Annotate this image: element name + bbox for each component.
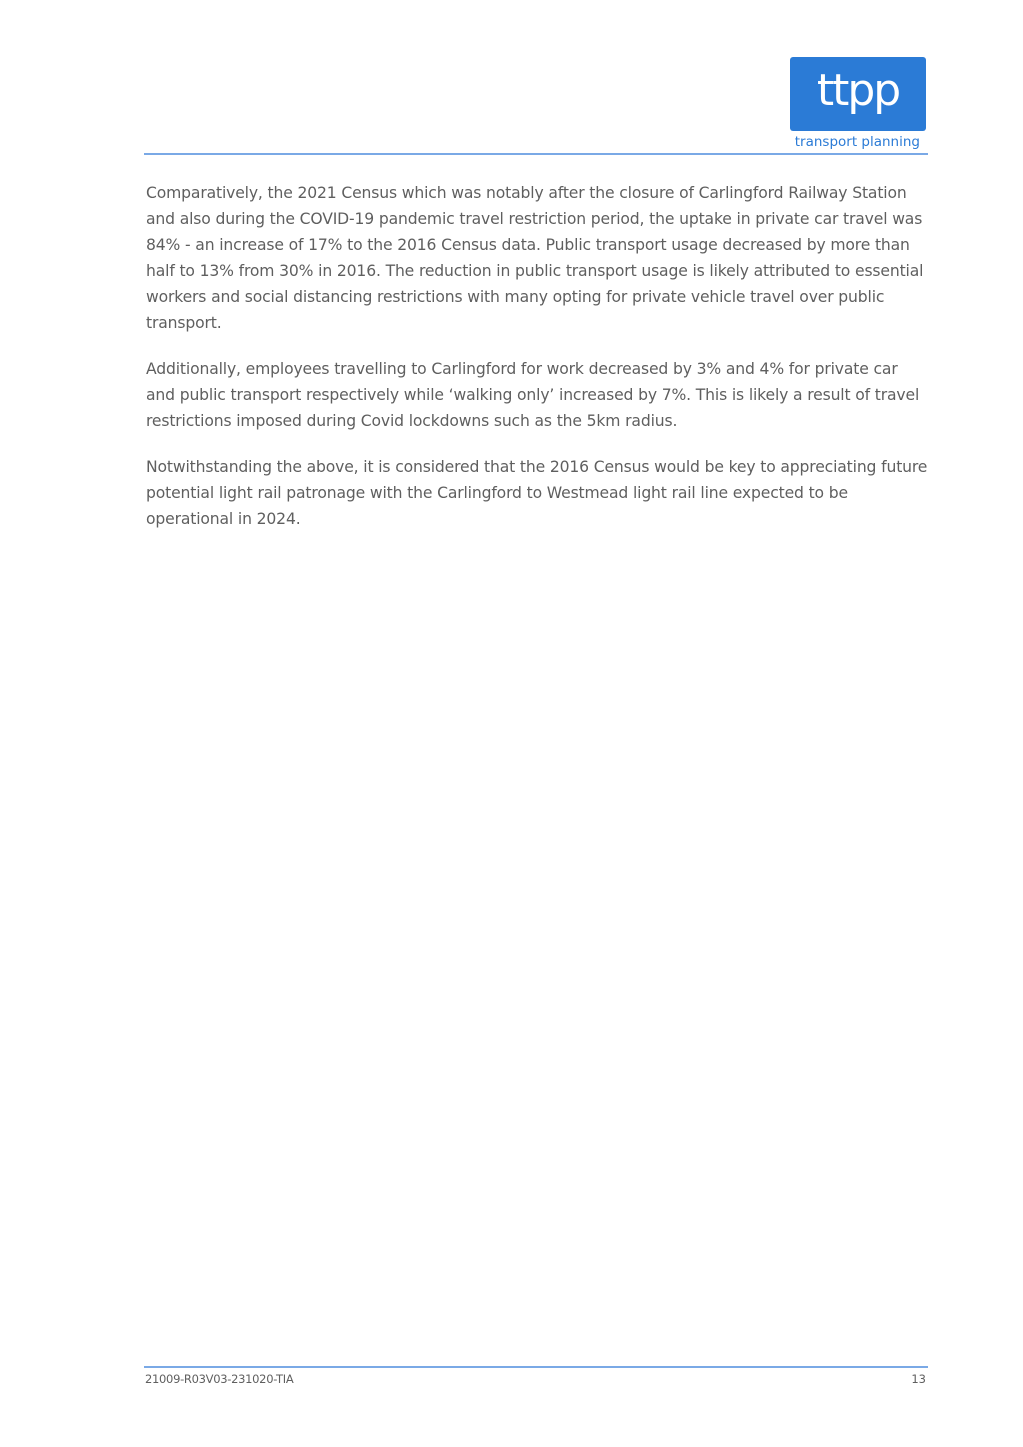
page-number: 13 [911, 1372, 926, 1386]
footer-divider [144, 1366, 928, 1368]
header-divider [144, 153, 928, 155]
document-reference: 21009-R03V03-231020-TIA [145, 1372, 294, 1386]
logo-wordmark: ttpp [816, 65, 900, 116]
page-body [146, 180, 930, 552]
body-paragraph: Comparatively, the 2021 Census which was notably after the closure of Carlingford Railway Station and also during the COVID-19 pandemic travel restriction period, the uptake in private car travel was 84% - an increase of 17% to the 2016 Census data. Public transport usage decreased by more than half to 13% from 30% in 2016. The reduction in public transport usage is likely attributed to essential workers and social distancing restrictions with many opting for private vehicle travel over public transport. [146, 184, 924, 332]
company-logo [790, 57, 926, 131]
logo-tagline: transport planning [794, 134, 920, 150]
body-paragraph: Additionally, employees travelling to Carlingford for work decreased by 3% and 4% for private car and public transport respectively while ‘walking only’ increased by 7%. This is likely a result of travel restrictions imposed during Covid lockdowns such as the 5km radius. [146, 360, 920, 430]
body-paragraph: Notwithstanding the above, it is considered that the 2016 Census would be key to appreciating future potential light rail patronage with the Carlingford to Westmead light rail line expected to be operational in 2024. [146, 458, 928, 528]
